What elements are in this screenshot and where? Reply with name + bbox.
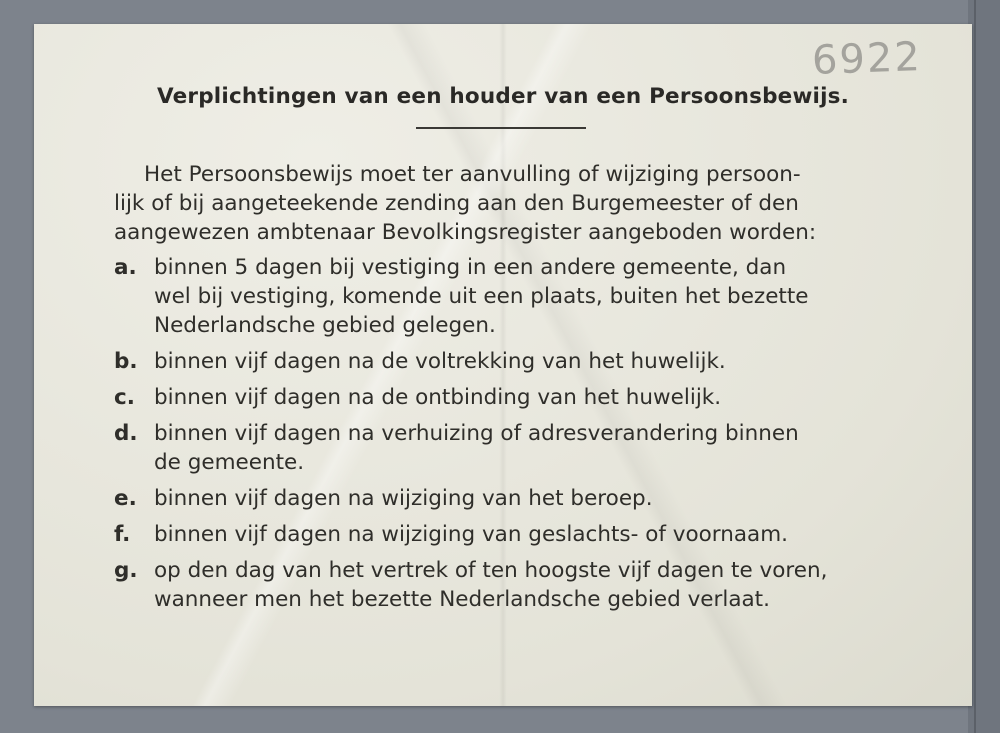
list-item-g	[114, 556, 924, 614]
item-letter: e.	[114, 486, 137, 511]
intro-line: aangewezen ambtenaar Bevolkingsregister aangeboden worden:	[114, 220, 817, 245]
item-line: binnen vijf dagen na wijziging van geslachts- of voornaam.	[154, 522, 789, 547]
item-letter: b.	[114, 349, 138, 374]
item-line: wel bij vestiging, komende uit een plaats, buiten het bezette	[154, 284, 809, 309]
item-line: binnen vijf dagen na de voltrekking van het huwelijk.	[154, 349, 726, 374]
list-item-f	[114, 520, 924, 549]
intro-line: Het Persoonsbewijs moet ter aanvulling of wijziging persoon-	[144, 162, 801, 187]
item-line: op den dag van het vertrek of ten hoogste vijf dagen te voren,	[154, 558, 828, 583]
list-item-d	[114, 419, 924, 477]
obligations-list	[114, 253, 924, 621]
item-letter: c.	[114, 385, 135, 410]
item-letter: d.	[114, 421, 138, 446]
item-line: binnen 5 dagen bij vestiging in een andere gemeente, dan	[154, 255, 787, 280]
scanner-backdrop-strip	[968, 0, 1000, 733]
item-letter: a.	[114, 255, 137, 280]
item-line: binnen vijf dagen na wijziging van het beroep.	[154, 486, 653, 511]
item-line: wanneer men het bezette Nederlandsche gebied verlaat.	[154, 587, 770, 612]
item-letter: f.	[114, 522, 131, 547]
item-line: binnen vijf dagen na de ontbinding van het huwelijk.	[154, 385, 722, 410]
list-item-e	[114, 484, 924, 513]
item-line: de gemeente.	[154, 450, 305, 475]
archive-number-mark: 6922	[811, 34, 923, 84]
item-line: binnen vijf dagen na verhuizing of adresverandering binnen	[154, 421, 799, 446]
title-divider	[416, 127, 586, 129]
list-item-c	[114, 383, 924, 412]
item-line: Nederlandsche gebied gelegen.	[154, 313, 496, 338]
document-title: Verplichtingen van een houder van een Persoonsbewijs.	[156, 84, 850, 109]
document-sheet	[34, 24, 972, 706]
list-item-b	[114, 347, 924, 376]
intro-paragraph	[114, 160, 894, 247]
list-item-a	[114, 253, 924, 340]
intro-line: lijk of bij aangeteekende zending aan den Burgemeester of den	[114, 191, 799, 216]
item-letter: g.	[114, 558, 138, 583]
